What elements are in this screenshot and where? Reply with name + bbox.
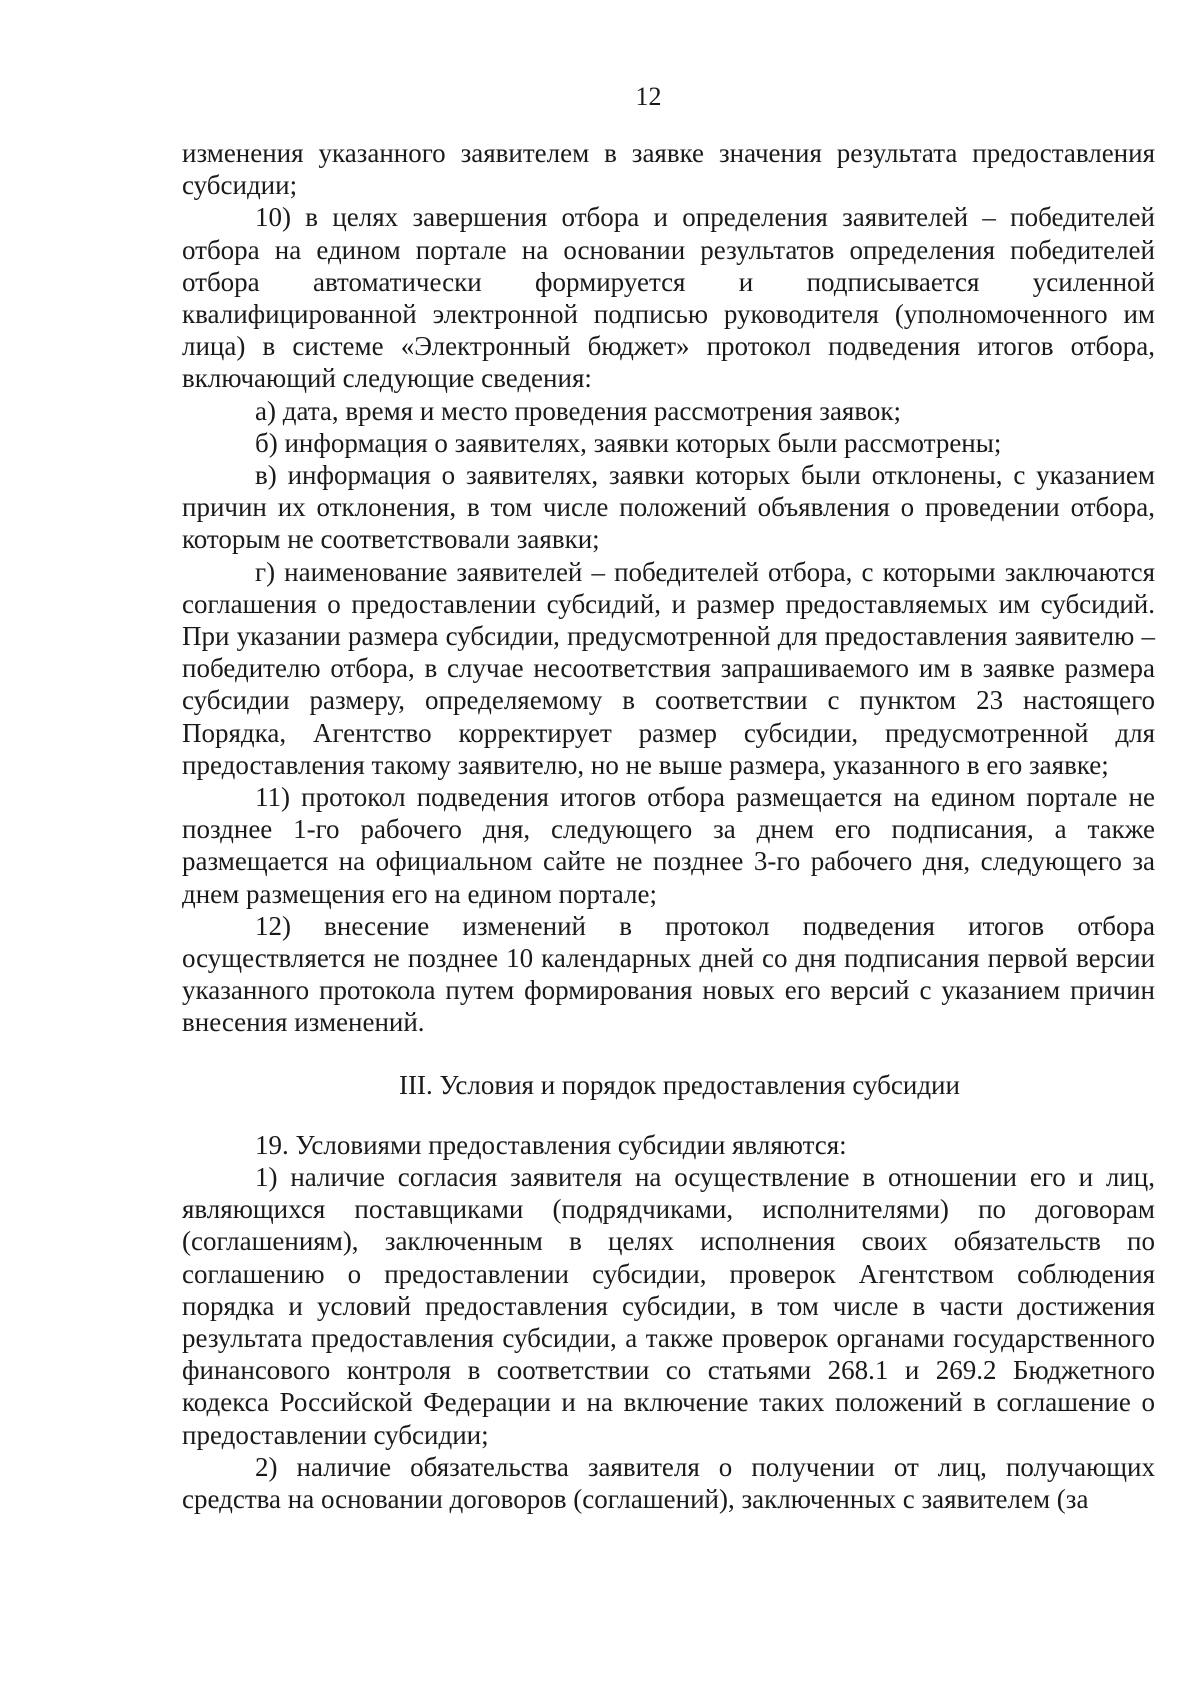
- paragraph: г) наименование заявителей – победителей отбора, с которыми заключаются соглашения о предоставлении субсидий, и размер предоставляемых им субсидий. При указании размера субсидии, предусмотренной для предоставления заявителю – победителю отбора, в случае несоответствия запрашиваемого им в заявке размера субсидии размеру, определяемому в соответствии с пунктом 23 настоящего Порядка, Агентство корректирует размер субсидии, предусмотренной для предоставления такому заявителю, но не выше размера, указанного в его заявке;: [182, 556, 1155, 780]
- paragraph: б) информация о заявителях, заявки которых были рассмотрены;: [255, 427, 1002, 458]
- paragraph: в) информация о заявителях, заявки которых были отклонены, с указанием причин их отклонения, в том числе положений объявления о проведении отбора, которым не соответствовали заявки;: [182, 460, 1155, 555]
- paragraph: 2) наличие обязательства заявителя о получении от лиц, получающих средства на основании договоров (соглашений), заключенных с заявителем (за: [182, 1451, 1155, 1514]
- paragraph: 11) протокол подведения итогов отбора размещается на едином портале не позднее 1-го рабочего дня, следующего за днем его подписания, а также размещается на официальном сайте не позднее 3-го рабочего дня, следующего за днем размещения его на едином портале;: [182, 782, 1155, 909]
- paragraph: 12) внесение изменений в протокол подведения итогов отбора осуществляется не позднее 10 календарных дней со дня подписания первой версии указанного протокола путем формирования новых его версий с указанием причин внесения изменений.: [182, 910, 1155, 1038]
- document-body: [182, 137, 1155, 1515]
- paragraph: 19. Условиями предоставления субсидии являются:: [255, 1129, 847, 1160]
- section-title: III. Условия и порядок предоставления субсидии: [399, 1069, 960, 1100]
- page-number: 12: [635, 82, 662, 111]
- paragraph: изменения указанного заявителем в заявке значения результата предоставления субсидии;: [182, 138, 1155, 201]
- paragraph: а) дата, время и место проведения рассмотрения заявок;: [255, 395, 902, 426]
- paragraph: 1) наличие согласия заявителя на осуществление в отношении его и лиц, являющихся поставщиками (подрядчиками, исполнителями) по договорам (соглашениям), заключенным в целях исполнения своих обязательств по соглашению о предоставлении субсидии, проверок Агентством соблюдения порядка и условий предоставления субсидии, в том числе в части достижения результата предоставления субсидии, а также проверок органами государственного финансового контроля в соответствии со статьями 268.1 и 269.2 Бюджетного кодекса Российской Федерации и на включение таких положений в соглашение о предоставлении субсидии;: [182, 1161, 1155, 1450]
- paragraph: 10) в целях завершения отбора и определения заявителей – победителей отбора на едином портале на основании результатов определения победителей отбора автоматически формируется и подписывается усиленной квалифицированной электронной подписью руководителя (уполномоченного им лица) в системе «Электронный бюджет» протокол подведения итогов отбора, включающий следующие сведения:: [182, 202, 1155, 394]
